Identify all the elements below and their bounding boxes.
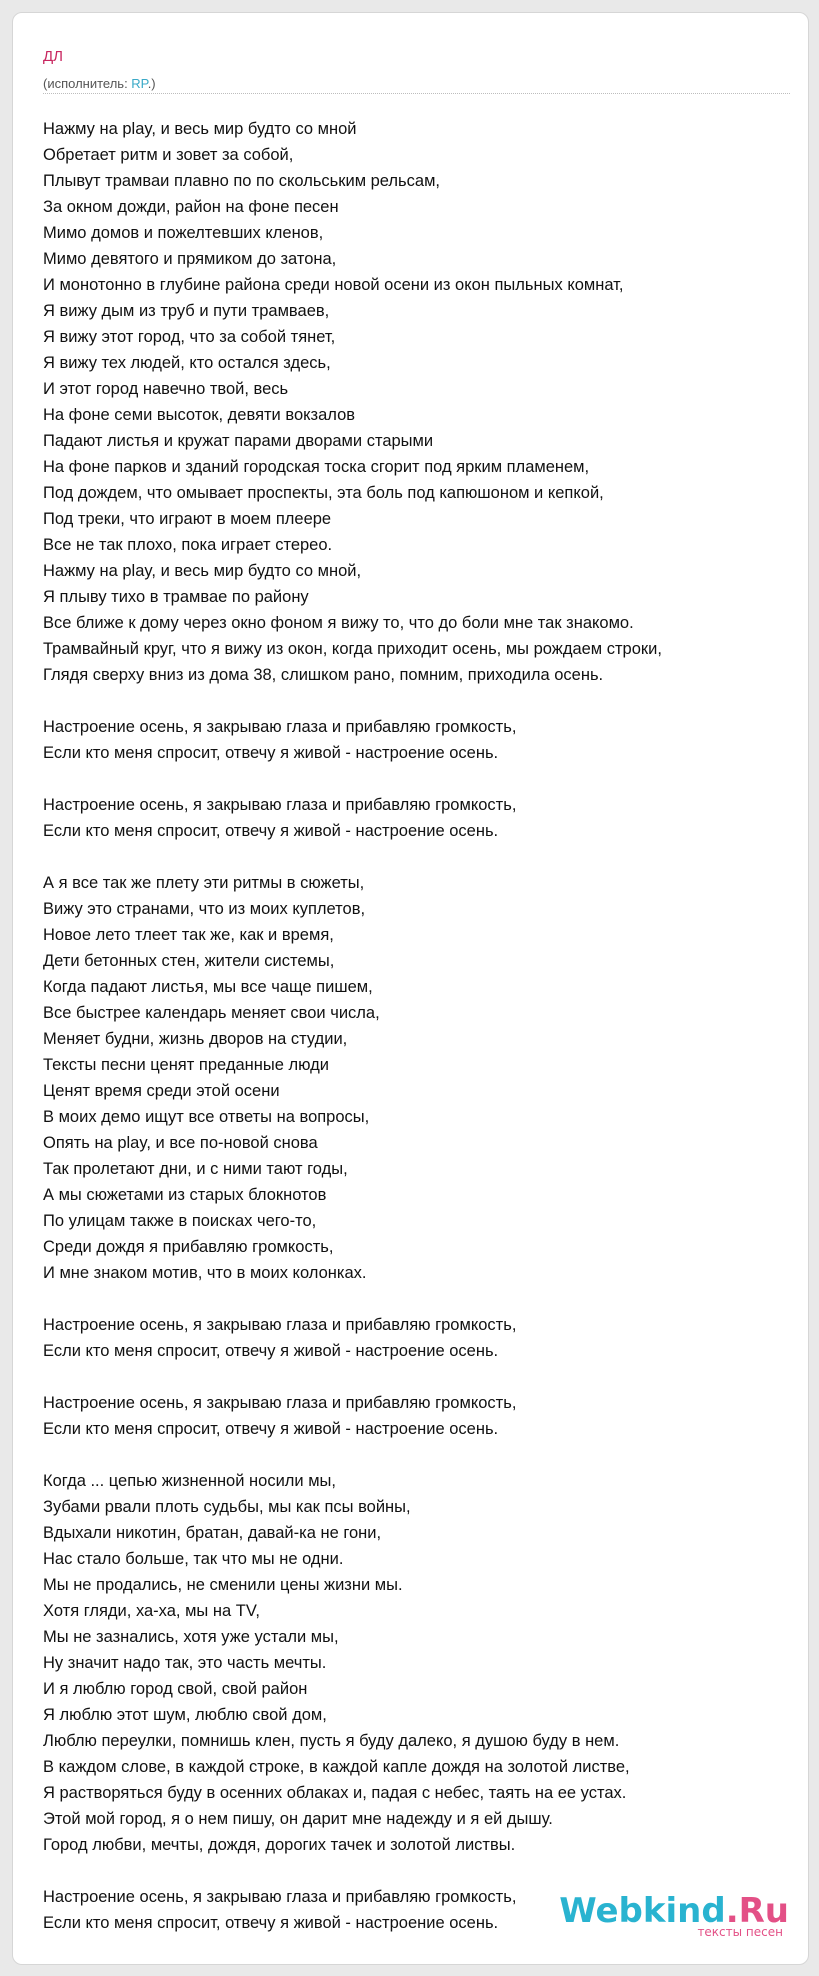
lyric-line: Среди дождя я прибавляю громкость, — [43, 1238, 334, 1256]
lyric-line: Все не так плохо, пока играет стерео. — [43, 536, 333, 554]
stanza-break — [43, 766, 809, 792]
lyric-line: Глядя сверху вниз из дома 38, слишком рано, помним, приходила осень. — [43, 666, 604, 684]
lyric-line: Хотя гляди, ха-ха, мы на TV, — [43, 1602, 260, 1620]
artist-link[interactable]: RP — [131, 76, 148, 91]
logo-tagline: тексты песен — [697, 1925, 783, 1939]
lyric-line: Трамвайный круг, что я вижу из окон, когда приходит осень, мы рождаем строки, — [43, 640, 662, 658]
stanza-break — [43, 1442, 809, 1468]
lyric-line: Новое лето тлеет так же, как и время, — [43, 926, 334, 944]
lyric-line: Под дождем, что омывает проспекты, эта боль под капюшоном и кепкой, — [43, 484, 604, 502]
lyric-line: За окном дожди, район на фоне песен — [43, 198, 339, 216]
lyric-line: На фоне семи высоток, девяти вокзалов — [43, 406, 356, 424]
lyric-line: Когда ... цепью жизненной носили мы, — [43, 1472, 337, 1490]
lyric-line: Обретает ритм и зовет за собой, — [43, 146, 294, 164]
lyric-line: Я вижу дым из труб и пути трамваев, — [43, 302, 330, 320]
lyric-line: А мы сюжетами из старых блокнотов — [43, 1186, 327, 1204]
lyric-line: Так пролетают дни, и с ними тают годы, — [43, 1160, 348, 1178]
lyric-line: Если кто меня спросит, отвечу я живой - настроение осень. — [43, 1342, 499, 1360]
stanza-break — [43, 844, 809, 870]
lyric-line: Я плыву тихо в трамвае по району — [43, 588, 309, 606]
lyric-line: Настроение осень, я закрываю глаза и прибавляю громкость, — [43, 718, 517, 736]
lyric-line: Тексты песни ценят преданные люди — [43, 1056, 329, 1074]
lyric-line: Ну значит надо так, это часть мечты. — [43, 1654, 327, 1672]
lyric-line: Люблю переулки, помнишь клен, пусть я буду далеко, я душою буду в нем. — [43, 1732, 620, 1750]
lyric-line: Если кто меня спросит, отвечу я живой - настроение осень. — [43, 822, 499, 840]
lyric-line: Я вижу тех людей, кто остался здесь, — [43, 354, 331, 372]
stanza-break — [43, 688, 809, 714]
lyric-line: А я все так же плету эти ритмы в сюжеты, — [43, 874, 365, 892]
lyric-line: И монотонно в глубине района среди новой осени из окон пыльных комнат, — [43, 276, 624, 294]
song-title: ДЛ — [43, 48, 64, 65]
lyric-line: Падают листья и кружат парами дворами старыми — [43, 432, 434, 450]
lyric-line: В моих демо ищут все ответы на вопросы, — [43, 1108, 370, 1126]
lyric-line: Этой мой город, я о нем пишу, он дарит мне надежду и я ей дышу. — [43, 1810, 553, 1828]
stanza-break — [43, 1858, 809, 1884]
lyric-line: Настроение осень, я закрываю глаза и прибавляю громкость, — [43, 1394, 517, 1412]
stanza-break — [43, 1364, 809, 1390]
lyric-line: Нас стало больше, так что мы не одни. — [43, 1550, 344, 1568]
lyric-line: Вдыхали никотин, братан, давай-ка не гони, — [43, 1524, 382, 1542]
lyric-line: Меняет будни, жизнь дворов на студии, — [43, 1030, 348, 1048]
lyric-line: И я люблю город свой, свой район — [43, 1680, 308, 1698]
lyric-line: Я растворяться буду в осенних облаках и, падая с небес, таять на ее устах. — [43, 1784, 627, 1802]
lyrics-card — [12, 12, 809, 1965]
lyric-line: Ценят время среди этой осени — [43, 1082, 280, 1100]
artist-line — [43, 76, 156, 91]
lyric-line: Плывут трамваи плавно по по скольським рельсам, — [43, 172, 441, 190]
header-divider — [43, 93, 790, 94]
lyric-line: Все быстрее календарь меняет свои числа, — [43, 1004, 380, 1022]
lyric-line: Мимо домов и пожелтевших кленов, — [43, 224, 324, 242]
webkind-logo — [559, 1891, 789, 1939]
lyrics-text — [43, 116, 809, 1939]
lyric-line: Зубами рвали плоть судьбы, мы как псы войны, — [43, 1498, 411, 1516]
lyric-line: Под треки, что играют в моем плеере — [43, 510, 332, 528]
lyric-line: Настроение осень, я закрываю глаза и прибавляю громкость, — [43, 1316, 517, 1334]
lyric-line: По улицам также в поисках чего-то, — [43, 1212, 317, 1230]
lyric-line: Когда падают листья, мы все чаще пишем, — [43, 978, 373, 996]
lyric-line: Если кто меня спросит, отвечу я живой - настроение осень. — [43, 1420, 499, 1438]
lyric-line: Я вижу этот город, что за собой тянет, — [43, 328, 336, 346]
lyric-line: Все ближе к дому через окно фоном я вижу то, что до боли мне так знакомо. — [43, 614, 634, 632]
lyric-line: Нажму на play, и весь мир будто со мной — [43, 120, 357, 138]
lyric-line: Я люблю этот шум, люблю свой дом, — [43, 1706, 327, 1724]
stanza-break — [43, 1286, 809, 1312]
lyric-line: Если кто меня спросит, отвечу я живой - настроение осень. — [43, 1914, 499, 1932]
lyric-line: И мне знаком мотив, что в моих колонках. — [43, 1264, 367, 1282]
lyric-line: Мы не зазнались, хотя уже устали мы, — [43, 1628, 339, 1646]
logo-domain-text: .Ru — [725, 1891, 789, 1931]
lyric-line: Город любви, мечты, дождя, дорогих тачек и золотой листвы. — [43, 1836, 516, 1854]
lyric-line: Мимо девятого и прямиком до затона, — [43, 250, 337, 268]
lyric-line: Настроение осень, я закрываю глаза и прибавляю громкость, — [43, 1888, 517, 1906]
lyric-line: Опять на play, и все по-новой снова — [43, 1134, 318, 1152]
lyric-line: Вижу это странами, что из моих куплетов, — [43, 900, 366, 918]
lyric-line: Нажму на play, и весь мир будто со мной, — [43, 562, 362, 580]
lyric-line: Дети бетонных стен, жители системы, — [43, 952, 335, 970]
artist-suffix: .) — [147, 76, 156, 91]
lyric-line: И этот город навечно твой, весь — [43, 380, 289, 398]
artist-prefix: (исполнитель: — [43, 76, 132, 91]
lyric-line: В каждом слове, в каждой строке, в каждой капле дождя на золотой листве, — [43, 1758, 630, 1776]
lyric-line: На фоне парков и зданий городская тоска сгорит под ярким пламенем, — [43, 458, 590, 476]
lyric-line: Настроение осень, я закрываю глаза и прибавляю громкость, — [43, 796, 517, 814]
lyric-line: Мы не продались, не сменили цены жизни мы. — [43, 1576, 403, 1594]
logo-main-text: Webkind — [559, 1891, 726, 1931]
lyric-line: Если кто меня спросит, отвечу я живой - настроение осень. — [43, 744, 499, 762]
